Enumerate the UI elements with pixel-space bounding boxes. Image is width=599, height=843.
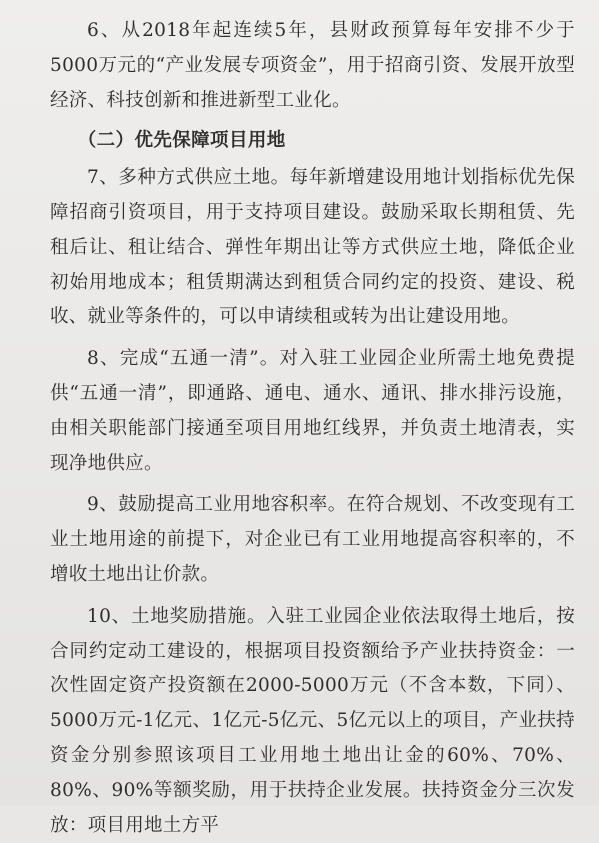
paragraph-gap — [50, 481, 575, 488]
paragraph-9: 9、鼓励提高工业用地容积率。在符合规划、不改变现有工业土地用途的前提下，对企业已有工业用地提高容积率的，不增收土地出让价款。 — [50, 494, 575, 585]
paragraph-8: 8、完成“五通一清”。对入驻工业园企业所需土地免费提供“五通一清”，即通路、通电、通水、通讯、排水排污设施，由相关职能部门接通至项目用地红线界，并负责土地清表，实现净地供应。 — [50, 348, 575, 474]
paragraph-gap — [50, 335, 575, 342]
paragraph-gap — [50, 593, 575, 600]
paragraph-7: 7、多种方式供应土地。每年新增建设用地计划指标优先保障招商引资项目，用于支持项目建设。鼓励采取长期租赁、先租后让、租让结合、弹性年期出让等方式供应土地，降低企业初始用地成本；租赁期满达到租赁合同约定的投资、建设、税收、就业等条件的，可以申请续租或转为出让建设用地。 — [50, 167, 575, 328]
paragraph-6: 6、从2018年起连续5年，县财政预算每年安排不少于5000万元的“产业发展专项资金”，用于招商引资、发展开放型经济、科技创新和推进新型工业化。 — [50, 20, 575, 111]
paragraph-10: 10、土地奖励措施。入驻工业园企业依法取得土地后，按合同约定动工建设的，根据项目投资额给予产业扶持资金：一次性固定资产投资额在2000-5000万元（不含本数，下同）、5000万元-1亿元、1亿元-5亿元、5亿元以上的项目，产业扶持资金分别参照该项目工业用地土地出让金的60%、70%、80%、90%等额奖励，用于扶持企业发展。扶持资金分三次发放：项目用地土方平 — [50, 605, 575, 836]
section-heading: （二）优先保障项目用地 — [77, 130, 286, 152]
